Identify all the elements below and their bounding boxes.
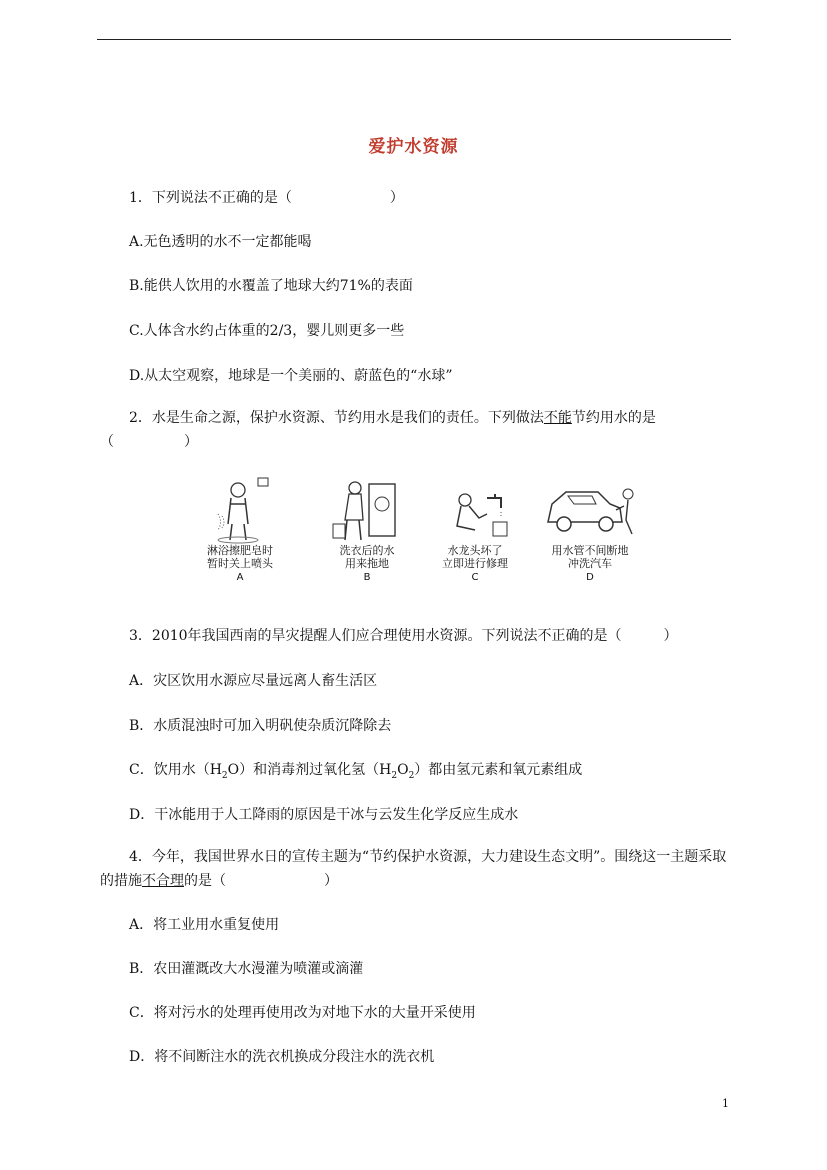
q3-c-text-1: C．饮用水（H: [129, 762, 222, 778]
q4-option-c: C．将对污水的处理再使用改为对地下水的大量开采使用: [129, 1005, 476, 1021]
q4-stem-text: 4．今年，我国世界水日的宣传主题为“节约保护水资源，大力建设生态文明”。围绕这一主题采取的措施: [100, 849, 727, 889]
q4-option-b: B．农田灌溉改大水漫灌为喷灌或滴灌: [129, 961, 364, 977]
page-title: 爱护水资源: [368, 137, 459, 157]
figure-c-letter: C: [471, 572, 479, 583]
figure-a-caption-1: 淋浴擦肥皂时: [207, 544, 273, 557]
q4-stem-tail: 的是（ ）: [184, 873, 338, 889]
q3-c-text-2: O）和消毒剂过氧化氢（H: [227, 762, 392, 778]
figure-c-caption-1: 水龙头坏了: [447, 544, 503, 557]
car-wash-icon: [540, 474, 640, 544]
figure-d-caption-2: 冲洗汽车: [568, 557, 612, 570]
q2-figures: [185, 474, 665, 599]
washing-machine-icon: [327, 474, 407, 544]
q3-c-text-4: ）都由氢元素和氧元素组成: [414, 762, 583, 778]
q3-stem: 3．2010年我国西南的旱灾提醒人们应合理使用水资源。下列说法不正确的是（ ）: [129, 628, 678, 644]
q2-stem-tail: 节约用水的是（ ）: [100, 410, 656, 450]
q1-option-d: D.从太空观察，地球是一个美丽的、蔚蓝色的“水球”: [129, 368, 453, 384]
figure-d-letter: D: [586, 572, 594, 583]
q1-option-b: B.能供人饮用的水覆盖了地球大约71%的表面: [129, 278, 413, 294]
figure-c: [420, 474, 530, 599]
figure-a: [185, 474, 295, 599]
q4-stem: [100, 845, 733, 893]
q1-stem: 1．下列说法不正确的是（ ）: [129, 190, 404, 206]
q2-stem-text: 2．水是生命之源，保护水资源、节约用水是我们的责任。下列做法: [129, 410, 544, 426]
q3-option-c: [129, 760, 582, 786]
figure-b: [312, 474, 422, 599]
figure-c-caption-2: 立即进行修理: [442, 557, 508, 570]
shower-icon: [200, 474, 280, 544]
figure-a-letter: A: [236, 572, 244, 583]
figure-b-letter: B: [363, 572, 371, 583]
q4-option-d: D．将不间断注水的洗衣机换成分段注水的洗衣机: [129, 1049, 435, 1065]
q3-c-sub-1: 2: [221, 770, 228, 781]
header-rule: [97, 39, 731, 40]
page-number: 1: [722, 1097, 729, 1110]
q3-c-text-3: O: [397, 762, 409, 778]
q3-option-a: A．灾区饮用水源应尽量远离人畜生活区: [129, 673, 378, 689]
q2-stem-underlined: 不能: [543, 410, 572, 426]
q3-option-b: B．水质混浊时可加入明矾使杂质沉降除去: [129, 718, 392, 734]
q4-option-a: A．将工业用水重复使用: [129, 917, 280, 933]
q2-stem: [100, 406, 733, 454]
faucet-repair-icon: [435, 474, 515, 544]
figure-d: [535, 474, 645, 599]
q3-option-d: D．干冰能用于人工降雨的原因是干冰与云发生化学反应生成水: [129, 807, 519, 823]
q1-option-c: C.人体含水约占体重的2/3，婴儿则更多一些: [129, 323, 405, 339]
figure-b-caption-2: 用来拖地: [345, 557, 389, 570]
figure-a-caption-2: 暂时关上喷头: [207, 557, 273, 570]
q1-option-a: A.无色透明的水不一定都能喝: [129, 234, 312, 250]
q3-c-sub-3: 2: [408, 770, 415, 781]
figure-b-caption-1: 洗衣后的水: [339, 544, 395, 557]
q3-c-sub-2: 2: [391, 770, 398, 781]
figure-d-caption-1: 用水管不间断地: [551, 544, 629, 557]
q4-stem-underlined: 不合理: [142, 873, 184, 889]
